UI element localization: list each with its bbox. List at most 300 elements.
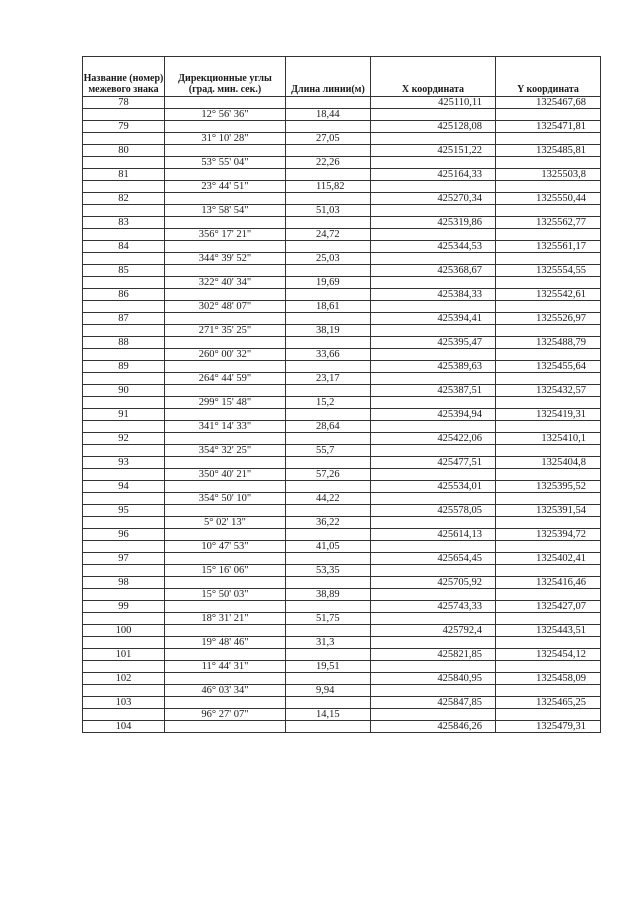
segment-row — [83, 469, 601, 481]
empty-cell — [286, 553, 371, 565]
empty-cell — [286, 577, 371, 589]
empty-cell — [83, 349, 165, 361]
segment-row — [83, 325, 601, 337]
point-row — [83, 361, 601, 373]
x-coordinate: 425368,67 — [371, 265, 496, 277]
x-coordinate: 425151,22 — [371, 145, 496, 157]
point-name: 103 — [83, 697, 165, 709]
x-coordinate: 425578,05 — [371, 505, 496, 517]
direction-angle: 15° 16' 06" — [165, 565, 286, 577]
point-name: 99 — [83, 601, 165, 613]
empty-cell — [165, 601, 286, 613]
empty-cell — [165, 361, 286, 373]
y-coordinate: 1325455,64 — [496, 361, 601, 373]
segment-row — [83, 445, 601, 457]
empty-cell — [165, 97, 286, 109]
y-coordinate: 1325443,51 — [496, 625, 601, 637]
table-header — [83, 57, 601, 97]
x-coordinate: 425394,94 — [371, 409, 496, 421]
point-row — [83, 121, 601, 133]
point-row — [83, 649, 601, 661]
y-coordinate: 1325454,12 — [496, 649, 601, 661]
y-coordinate: 1325432,57 — [496, 385, 601, 397]
y-coordinate: 1325465,25 — [496, 697, 601, 709]
empty-cell — [165, 265, 286, 277]
empty-cell — [83, 661, 165, 673]
segment-row — [83, 181, 601, 193]
empty-cell — [371, 661, 496, 673]
empty-cell — [286, 673, 371, 685]
direction-angle: 15° 50' 03" — [165, 589, 286, 601]
empty-cell — [496, 277, 601, 289]
direction-angle: 354° 50' 10" — [165, 493, 286, 505]
table-body — [83, 97, 601, 733]
point-row — [83, 169, 601, 181]
line-length: 15,2 — [286, 397, 371, 409]
segment-row — [83, 157, 601, 169]
empty-cell — [165, 193, 286, 205]
empty-cell — [83, 637, 165, 649]
point-row — [83, 721, 601, 733]
empty-cell — [496, 373, 601, 385]
direction-angle: 322° 40' 34" — [165, 277, 286, 289]
point-row — [83, 409, 601, 421]
line-length: 25,03 — [286, 253, 371, 265]
x-coordinate: 425422,06 — [371, 433, 496, 445]
line-length: 18,61 — [286, 301, 371, 313]
empty-cell — [371, 373, 496, 385]
point-name: 80 — [83, 145, 165, 157]
empty-cell — [165, 121, 286, 133]
direction-angle: 264° 44' 59" — [165, 373, 286, 385]
empty-cell — [83, 589, 165, 601]
point-row — [83, 241, 601, 253]
empty-cell — [83, 469, 165, 481]
x-coordinate: 425614,13 — [371, 529, 496, 541]
direction-angle: 10° 47' 53" — [165, 541, 286, 553]
line-length: 53,35 — [286, 565, 371, 577]
segment-row — [83, 109, 601, 121]
point-name: 82 — [83, 193, 165, 205]
point-name: 94 — [83, 481, 165, 493]
point-row — [83, 337, 601, 349]
point-name: 87 — [83, 313, 165, 325]
y-coordinate: 1325526,97 — [496, 313, 601, 325]
empty-cell — [496, 229, 601, 241]
y-coordinate: 1325479,31 — [496, 721, 601, 733]
empty-cell — [165, 625, 286, 637]
x-coordinate: 425384,33 — [371, 289, 496, 301]
x-coordinate: 425705,92 — [371, 577, 496, 589]
x-coordinate: 425319,86 — [371, 217, 496, 229]
empty-cell — [165, 553, 286, 565]
line-length: 51,75 — [286, 613, 371, 625]
segment-row — [83, 301, 601, 313]
empty-cell — [371, 613, 496, 625]
y-coordinate: 1325391,54 — [496, 505, 601, 517]
y-coordinate: 1325394,72 — [496, 529, 601, 541]
y-coordinate: 1325467,68 — [496, 97, 601, 109]
empty-cell — [165, 169, 286, 181]
empty-cell — [286, 457, 371, 469]
empty-cell — [83, 565, 165, 577]
segment-row — [83, 253, 601, 265]
direction-angle: 5° 02' 13" — [165, 517, 286, 529]
point-row — [83, 217, 601, 229]
direction-angle: 271° 35' 25" — [165, 325, 286, 337]
empty-cell — [286, 721, 371, 733]
x-coordinate: 425847,85 — [371, 697, 496, 709]
empty-cell — [83, 541, 165, 553]
point-row — [83, 673, 601, 685]
x-coordinate: 425270,34 — [371, 193, 496, 205]
line-length: 115,82 — [286, 181, 371, 193]
empty-cell — [83, 277, 165, 289]
point-row — [83, 529, 601, 541]
segment-row — [83, 373, 601, 385]
point-name: 88 — [83, 337, 165, 349]
empty-cell — [83, 253, 165, 265]
empty-cell — [286, 241, 371, 253]
empty-cell — [165, 409, 286, 421]
segment-row — [83, 349, 601, 361]
y-coordinate: 1325488,79 — [496, 337, 601, 349]
empty-cell — [165, 313, 286, 325]
line-length: 19,69 — [286, 277, 371, 289]
segment-row — [83, 661, 601, 673]
empty-cell — [83, 301, 165, 313]
empty-cell — [496, 349, 601, 361]
empty-cell — [371, 253, 496, 265]
empty-cell — [286, 649, 371, 661]
point-row — [83, 265, 601, 277]
line-length: 28,64 — [286, 421, 371, 433]
y-coordinate: 1325562,77 — [496, 217, 601, 229]
line-length: 14,15 — [286, 709, 371, 721]
point-row — [83, 193, 601, 205]
point-name: 86 — [83, 289, 165, 301]
point-name: 92 — [83, 433, 165, 445]
empty-cell — [496, 133, 601, 145]
segment-row — [83, 133, 601, 145]
empty-cell — [371, 685, 496, 697]
empty-cell — [286, 529, 371, 541]
empty-cell — [371, 637, 496, 649]
empty-cell — [83, 613, 165, 625]
line-length: 41,05 — [286, 541, 371, 553]
segment-row — [83, 613, 601, 625]
segment-row — [83, 229, 601, 241]
point-name: 79 — [83, 121, 165, 133]
empty-cell — [83, 325, 165, 337]
empty-cell — [371, 205, 496, 217]
point-row — [83, 433, 601, 445]
empty-cell — [496, 397, 601, 409]
header-direction-angle: Дирекционные углы (град. мин. сек.) — [165, 57, 286, 97]
empty-cell — [496, 205, 601, 217]
empty-cell — [371, 109, 496, 121]
empty-cell — [286, 505, 371, 517]
point-row — [83, 697, 601, 709]
empty-cell — [496, 541, 601, 553]
segment-row — [83, 541, 601, 553]
empty-cell — [165, 385, 286, 397]
point-row — [83, 577, 601, 589]
empty-cell — [496, 493, 601, 505]
segment-row — [83, 565, 601, 577]
empty-cell — [496, 301, 601, 313]
empty-cell — [83, 397, 165, 409]
line-length: 33,66 — [286, 349, 371, 361]
line-length: 55,7 — [286, 445, 371, 457]
empty-cell — [371, 133, 496, 145]
empty-cell — [496, 637, 601, 649]
empty-cell — [496, 613, 601, 625]
empty-cell — [83, 373, 165, 385]
empty-cell — [165, 241, 286, 253]
point-row — [83, 505, 601, 517]
line-length: 38,89 — [286, 589, 371, 601]
empty-cell — [371, 397, 496, 409]
empty-cell — [496, 517, 601, 529]
coordinates-document — [82, 56, 601, 733]
x-coordinate: 425395,47 — [371, 337, 496, 349]
empty-cell — [371, 469, 496, 481]
empty-cell — [371, 709, 496, 721]
empty-cell — [371, 229, 496, 241]
empty-cell — [371, 517, 496, 529]
empty-cell — [371, 493, 496, 505]
empty-cell — [496, 253, 601, 265]
line-length: 19,51 — [286, 661, 371, 673]
empty-cell — [286, 361, 371, 373]
y-coordinate: 1325503,8 — [496, 169, 601, 181]
point-row — [83, 145, 601, 157]
empty-cell — [165, 337, 286, 349]
x-coordinate: 425654,45 — [371, 553, 496, 565]
x-coordinate: 425110,11 — [371, 97, 496, 109]
segment-row — [83, 421, 601, 433]
empty-cell — [83, 685, 165, 697]
point-name: 85 — [83, 265, 165, 277]
direction-angle: 46° 03' 34" — [165, 685, 286, 697]
point-row — [83, 97, 601, 109]
point-row — [83, 385, 601, 397]
direction-angle: 23° 44' 51" — [165, 181, 286, 193]
point-row — [83, 313, 601, 325]
point-row — [83, 457, 601, 469]
empty-cell — [83, 421, 165, 433]
empty-cell — [165, 481, 286, 493]
empty-cell — [83, 493, 165, 505]
empty-cell — [496, 109, 601, 121]
direction-angle: 354° 32' 25" — [165, 445, 286, 457]
empty-cell — [165, 289, 286, 301]
direction-angle: 344° 39' 52" — [165, 253, 286, 265]
direction-angle: 350° 40' 21" — [165, 469, 286, 481]
x-coordinate: 425344,53 — [371, 241, 496, 253]
empty-cell — [371, 541, 496, 553]
x-coordinate: 425792,4 — [371, 625, 496, 637]
line-length: 24,72 — [286, 229, 371, 241]
point-name: 93 — [83, 457, 165, 469]
line-length: 23,17 — [286, 373, 371, 385]
point-row — [83, 289, 601, 301]
empty-cell — [496, 661, 601, 673]
point-row — [83, 481, 601, 493]
segment-row — [83, 685, 601, 697]
empty-cell — [371, 445, 496, 457]
point-name: 95 — [83, 505, 165, 517]
empty-cell — [83, 109, 165, 121]
empty-cell — [496, 157, 601, 169]
empty-cell — [286, 265, 371, 277]
point-row — [83, 553, 601, 565]
y-coordinate: 1325458,09 — [496, 673, 601, 685]
direction-angle: 12° 56' 36" — [165, 109, 286, 121]
segment-row — [83, 517, 601, 529]
direction-angle: 260° 00' 32" — [165, 349, 286, 361]
y-coordinate: 1325485,81 — [496, 145, 601, 157]
empty-cell — [286, 433, 371, 445]
x-coordinate: 425477,51 — [371, 457, 496, 469]
header-y-coordinate: Y координата — [496, 57, 601, 97]
point-name: 104 — [83, 721, 165, 733]
point-name: 100 — [83, 625, 165, 637]
segment-row — [83, 637, 601, 649]
empty-cell — [286, 625, 371, 637]
point-row — [83, 625, 601, 637]
empty-cell — [286, 337, 371, 349]
empty-cell — [286, 313, 371, 325]
empty-cell — [83, 133, 165, 145]
segment-row — [83, 397, 601, 409]
point-name: 91 — [83, 409, 165, 421]
empty-cell — [496, 589, 601, 601]
empty-cell — [165, 529, 286, 541]
x-coordinate: 425164,33 — [371, 169, 496, 181]
y-coordinate: 1325471,81 — [496, 121, 601, 133]
empty-cell — [496, 181, 601, 193]
direction-angle: 302° 48' 07" — [165, 301, 286, 313]
y-coordinate: 1325427,07 — [496, 601, 601, 613]
empty-cell — [371, 157, 496, 169]
empty-cell — [496, 445, 601, 457]
x-coordinate: 425128,08 — [371, 121, 496, 133]
empty-cell — [286, 217, 371, 229]
point-name: 97 — [83, 553, 165, 565]
empty-cell — [286, 169, 371, 181]
empty-cell — [371, 277, 496, 289]
line-length: 51,03 — [286, 205, 371, 217]
line-length: 22,26 — [286, 157, 371, 169]
header-point-name: Название (номер) межевого знака — [83, 57, 165, 97]
empty-cell — [286, 409, 371, 421]
x-coordinate: 425821,85 — [371, 649, 496, 661]
empty-cell — [371, 421, 496, 433]
empty-cell — [371, 589, 496, 601]
empty-cell — [165, 721, 286, 733]
x-coordinate: 425394,41 — [371, 313, 496, 325]
point-name: 98 — [83, 577, 165, 589]
empty-cell — [165, 697, 286, 709]
direction-angle: 31° 10' 28" — [165, 133, 286, 145]
empty-cell — [496, 685, 601, 697]
point-name: 90 — [83, 385, 165, 397]
direction-angle: 11° 44' 31" — [165, 661, 286, 673]
y-coordinate: 1325410,1 — [496, 433, 601, 445]
empty-cell — [286, 697, 371, 709]
empty-cell — [165, 433, 286, 445]
empty-cell — [165, 505, 286, 517]
line-length: 18,44 — [286, 109, 371, 121]
line-length: 36,22 — [286, 517, 371, 529]
empty-cell — [371, 565, 496, 577]
y-coordinate: 1325542,61 — [496, 289, 601, 301]
y-coordinate: 1325561,17 — [496, 241, 601, 253]
empty-cell — [165, 649, 286, 661]
point-name: 102 — [83, 673, 165, 685]
x-coordinate: 425534,01 — [371, 481, 496, 493]
empty-cell — [371, 301, 496, 313]
empty-cell — [496, 709, 601, 721]
empty-cell — [286, 121, 371, 133]
empty-cell — [83, 445, 165, 457]
direction-angle: 19° 48' 46" — [165, 637, 286, 649]
point-name: 81 — [83, 169, 165, 181]
x-coordinate: 425846,26 — [371, 721, 496, 733]
empty-cell — [83, 517, 165, 529]
empty-cell — [496, 325, 601, 337]
direction-angle: 53° 55' 04" — [165, 157, 286, 169]
segment-row — [83, 589, 601, 601]
direction-angle: 341° 14' 33" — [165, 421, 286, 433]
direction-angle: 96° 27' 07" — [165, 709, 286, 721]
y-coordinate: 1325554,55 — [496, 265, 601, 277]
empty-cell — [286, 97, 371, 109]
segment-row — [83, 205, 601, 217]
empty-cell — [165, 577, 286, 589]
point-row — [83, 601, 601, 613]
empty-cell — [165, 145, 286, 157]
header-line-length: Длина линии(м) — [286, 57, 371, 97]
empty-cell — [496, 565, 601, 577]
point-name: 84 — [83, 241, 165, 253]
x-coordinate: 425840,95 — [371, 673, 496, 685]
empty-cell — [286, 145, 371, 157]
empty-cell — [165, 673, 286, 685]
point-name: 83 — [83, 217, 165, 229]
x-coordinate: 425389,63 — [371, 361, 496, 373]
empty-cell — [83, 205, 165, 217]
empty-cell — [83, 709, 165, 721]
empty-cell — [83, 157, 165, 169]
line-length: 27,05 — [286, 133, 371, 145]
empty-cell — [371, 349, 496, 361]
empty-cell — [496, 421, 601, 433]
empty-cell — [371, 181, 496, 193]
line-length: 57,26 — [286, 469, 371, 481]
empty-cell — [496, 469, 601, 481]
empty-cell — [286, 385, 371, 397]
empty-cell — [83, 229, 165, 241]
line-length: 38,19 — [286, 325, 371, 337]
empty-cell — [165, 217, 286, 229]
empty-cell — [286, 481, 371, 493]
direction-angle: 299° 15' 48" — [165, 397, 286, 409]
direction-angle: 13° 58' 54" — [165, 205, 286, 217]
empty-cell — [165, 457, 286, 469]
